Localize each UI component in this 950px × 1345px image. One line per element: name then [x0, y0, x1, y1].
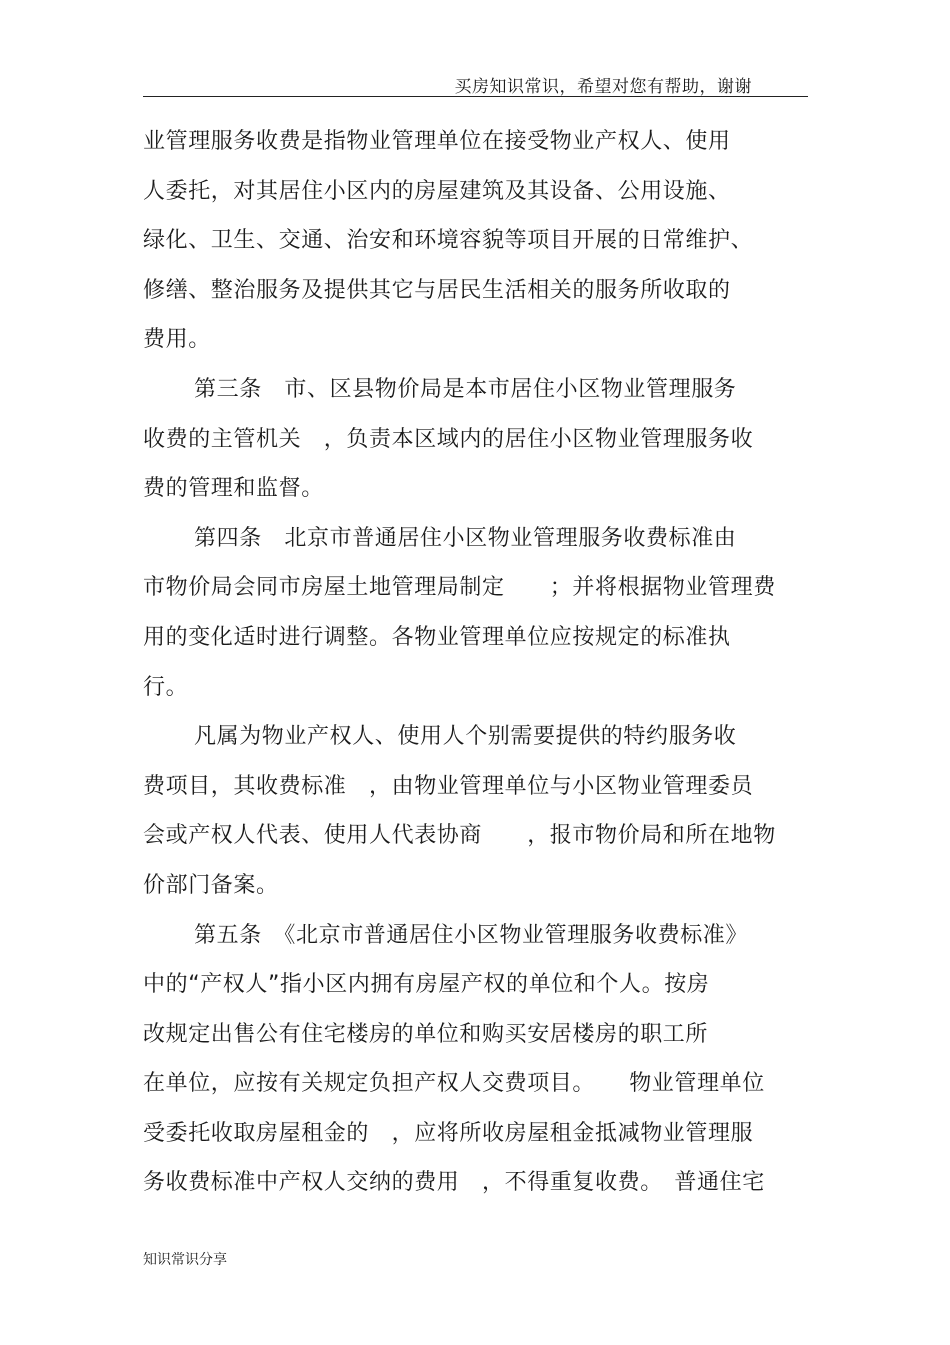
body-line: 绿化、卫生、交通、治安和环境容貌等项目开展的日常维护、 — [143, 228, 754, 254]
body-line: 业管理服务收费是指物业管理单位在接受物业产权人、使用 — [143, 129, 731, 154]
body-line: 价部门备案。 — [143, 872, 279, 898]
body-line-article-3: 第三条 市、区县物价局是本市居住小区物业管理服务 — [194, 376, 737, 402]
body-line: 改规定出售公有住宅楼房的单位和购买安居楼房的职工所 — [143, 1021, 709, 1047]
body-line: 费的管理和监督。 — [143, 476, 324, 502]
body-line-article-5: 第五条 《北京市普通居住小区物业管理服务收费标准》 — [194, 922, 749, 948]
body-line: 会或产权人代表、使用人代表协商 ，报市物价局和所在地物 — [143, 823, 776, 849]
body-line: 务收费标准中产权人交纳的费用 ，不得重复收费。 普通住宅 — [143, 1170, 765, 1196]
document-body — [143, 124, 813, 1215]
body-line: 费项目，其收费标准 ，由物业管理单位与小区物业管理委员 — [143, 773, 754, 799]
body-line-paragraph: 凡属为物业产权人、使用人个别需要提供的特约服务收 — [194, 724, 737, 750]
body-line: 人委托，对其居住小区内的房屋建筑及其设备、公用设施、 — [143, 178, 731, 204]
body-line: 中的“产权人”指小区内拥有房屋产权的单位和个人。按房 — [143, 972, 710, 998]
body-line-article-4: 第四条 北京市普通居住小区物业管理服务收费标准由 — [194, 525, 737, 551]
body-line: 行。 — [143, 674, 189, 700]
body-line: 用的变化适时进行调整。各物业管理单位应按规定的标准执 — [143, 624, 731, 650]
page-footer-text: 知识常识分享 — [143, 1252, 227, 1268]
body-line: 在单位，应按有关规定负担产权人交费项目。 物业管理单位 — [143, 1071, 765, 1097]
page-header-text: 买房知识常识，希望对您有帮助，谢谢 — [454, 77, 752, 97]
body-line: 费用。 — [143, 327, 211, 353]
body-line: 收费的主管机关 ，负责本区域内的居住小区物业管理服务收 — [143, 426, 754, 452]
header-divider — [143, 96, 808, 97]
body-line: 修缮、整治服务及提供其它与居民生活相关的服务所收取的 — [143, 277, 731, 303]
body-line: 受委托收取房屋租金的 ，应将所收房屋租金抵减物业管理服 — [143, 1120, 754, 1146]
body-line: 市物价局会同市房屋土地管理局制定 ；并将根据物业管理费 — [143, 575, 776, 601]
